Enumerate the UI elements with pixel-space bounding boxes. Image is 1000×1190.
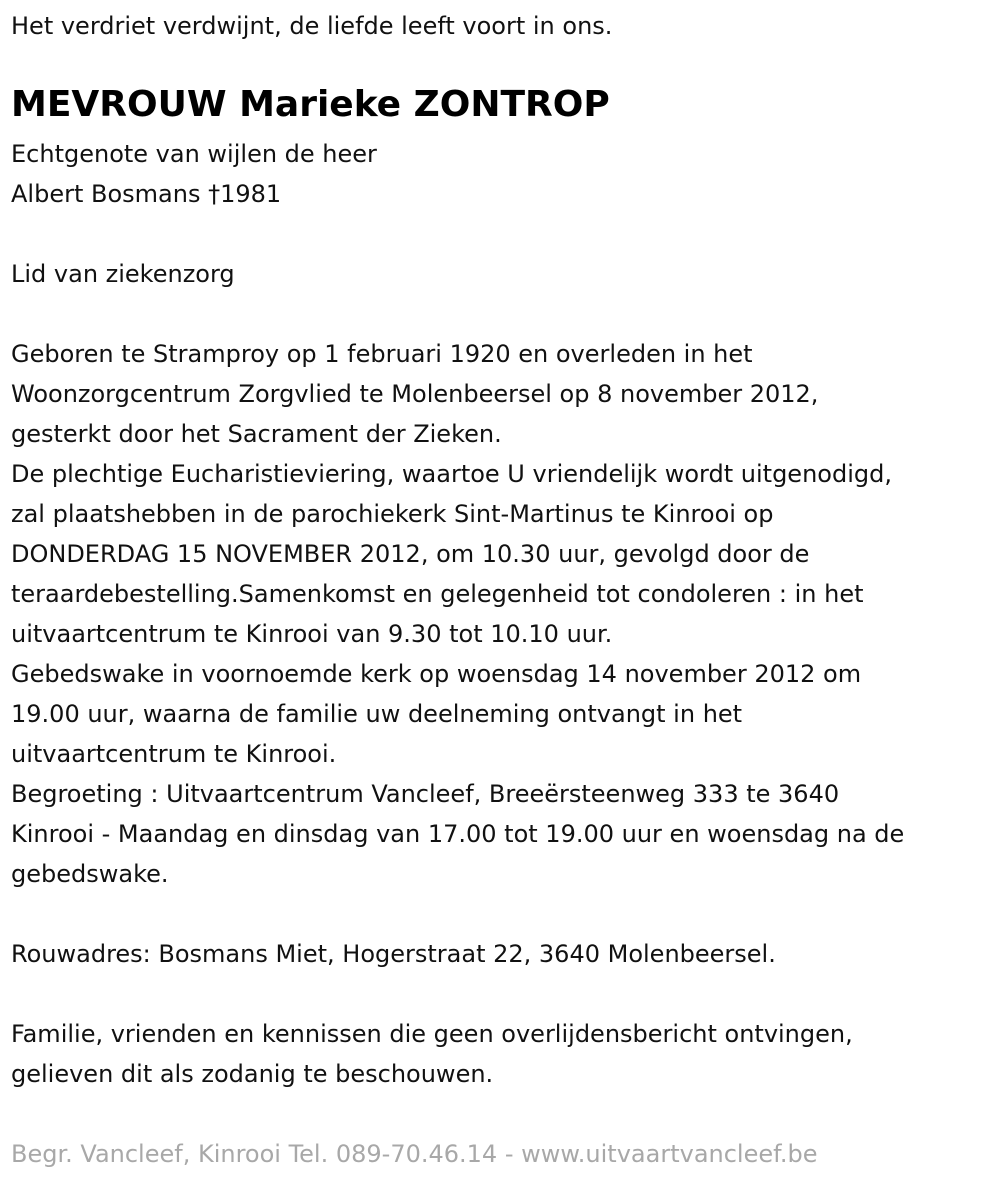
main-line: gesterkt door het Sacrament der Zieken. — [11, 420, 502, 448]
main-line: teraardebestelling.Samenkomst en gelegenheid tot condoleren : in het — [11, 580, 864, 608]
main-line: Geboren te Stramproy op 1 februari 1920 en overleden in het — [11, 340, 753, 368]
obituary-body — [11, 134, 904, 1094]
spouse-death-year: 1981 — [220, 180, 282, 208]
spouse-name-line — [11, 174, 904, 214]
closing-line: Familie, vrienden en kennissen die geen overlijdensbericht ontvingen, — [11, 1020, 853, 1048]
spacer — [11, 214, 904, 254]
spacer — [11, 974, 904, 1014]
spouse-line: Echtgenote van wijlen de heer — [11, 140, 377, 168]
main-line: DONDERDAG 15 NOVEMBER 2012, om 10.30 uur, gevolgd door de — [11, 540, 810, 568]
deceased-name: MEVROUW Marieke ZONTROP — [11, 84, 610, 125]
main-line: zal plaatshebben in de parochiekerk Sint-Martinus te Kinrooi op — [11, 500, 774, 528]
main-line: De plechtige Eucharistieviering, waartoe U vriendelijk wordt uitgenodigd, — [11, 460, 892, 488]
spacer — [11, 894, 904, 934]
main-line: uitvaartcentrum te Kinrooi van 9.30 tot 10.10 uur. — [11, 620, 613, 648]
main-line: uitvaartcentrum te Kinrooi. — [11, 740, 337, 768]
main-line: Gebedswake in voornoemde kerk op woensdag 14 november 2012 om — [11, 660, 862, 688]
motto: Het verdriet verdwijnt, de liefde leeft voort in ons. — [11, 12, 613, 40]
spacer — [11, 294, 904, 334]
cross-icon: † — [208, 180, 221, 208]
main-line: Begroeting : Uitvaartcentrum Vancleef, Breeërsteenweg 333 te 3640 — [11, 780, 840, 808]
main-line: Kinrooi - Maandag en dinsdag van 17.00 tot 19.00 uur en woensdag na de — [11, 820, 905, 848]
main-line: Woonzorgcentrum Zorgvlied te Molenbeersel op 8 november 2012, — [11, 380, 819, 408]
mourning-address: Rouwadres: Bosmans Miet, Hogerstraat 22, 3640 Molenbeersel. — [11, 940, 776, 968]
closing-line: gelieven dit als zodanig te beschouwen. — [11, 1060, 494, 1088]
main-line: gebedswake. — [11, 860, 169, 888]
main-line: 19.00 uur, waarna de familie uw deelneming ontvangt in het — [11, 700, 743, 728]
spouse-name: Albert Bosmans — [11, 180, 209, 208]
membership: Lid van ziekenzorg — [11, 260, 235, 288]
funeral-home-footer: Begr. Vancleef, Kinrooi Tel. 089-70.46.14 - www.uitvaartvancleef.be — [11, 1140, 818, 1168]
